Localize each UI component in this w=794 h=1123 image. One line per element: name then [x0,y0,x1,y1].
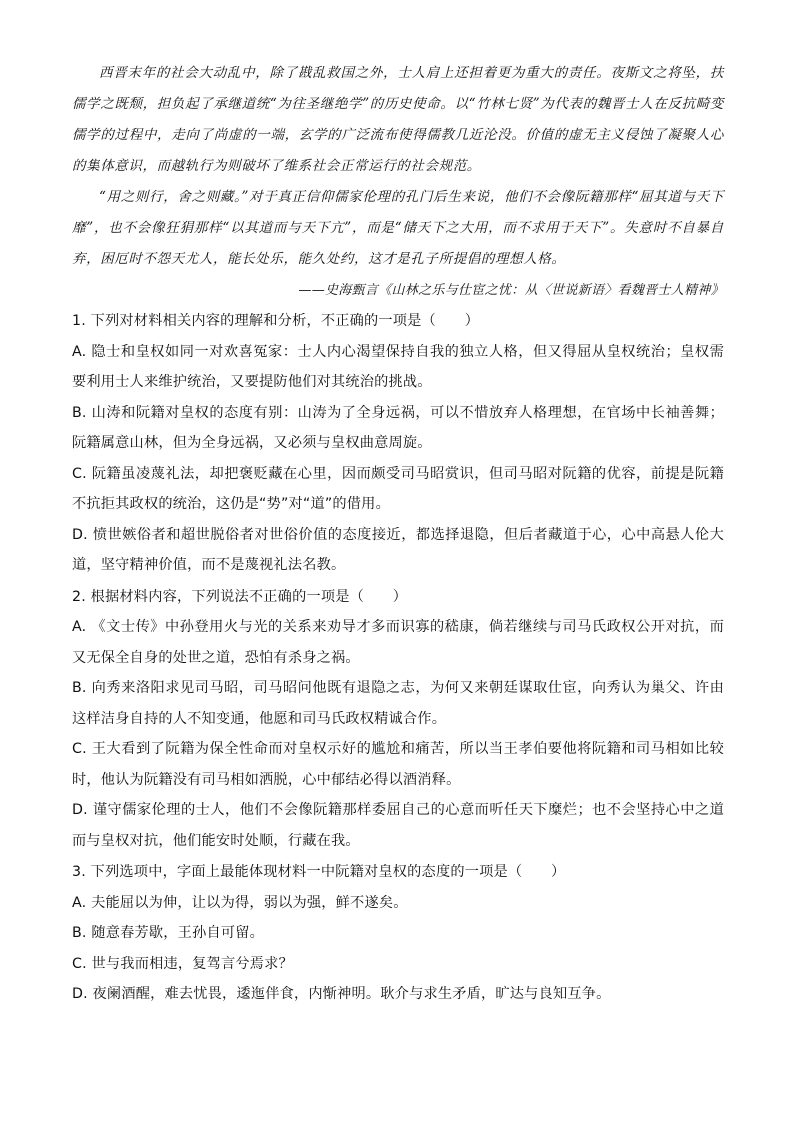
question-stem: 2. 根据材料内容，下列说法不正确的一项是（ ） [72,588,408,605]
option-b: B. 山涛和阮籍对皇权的态度有别：山涛为了全身远祸，可以不惜放弃人格理想，在官场中长袖善舞；阮籍属意山林，但为全身远祸，又必须与皇权曲意周旋。 [72,404,724,451]
option-a: A. 隐士和皇权如同一对欢喜冤家：士人内心渴望保持自我的独立人格，但又得屈从皇权统治；皇权需要利用士人来维护统治，又要提防他们对其统治的挑战。 [72,343,724,390]
question-1 [72,306,724,581]
option-c: C. 王大看到了阮籍为保全性命而对皇权示好的尴尬和痛苦，所以当王孝伯要他将阮籍和司马相如比较时，他认为阮籍没有司马相如洒脱，心中郁结必得以酒消释。 [72,741,724,788]
question-stem: 3. 下列选项中，字面上最能体现材料一中阮籍对皇权的态度的一项是（ ） [72,864,566,880]
question-2 [72,582,724,857]
passage-paragraph-1: 西晋末年的社会大动乱中，除了戡乱救国之外，士人肩上还担着更为重大的责任。夜斯文之将坠，扶儒学之既颓，担负起了承继道统“为往圣继绝学”的历史使命。以“竹林七贤”为代表的魏晋士人在反抗畸变儒学的过程中，走向了尚虚的一端，玄学的广泛流布使得儒教几近沦没。价值的虚无主义侵蚀了凝聚人心的集体意识，而越轨行为则破坏了维系社会正常运行的社会规范。 [72,65,724,174]
option-a: A. 《文士传》中孙登用火与光的关系来劝导才多而识寡的嵇康，倘若继续与司马氏政权公开对抗，而又无保全自身的处世之道，恐怕有杀身之祸。 [72,619,724,666]
option-d: D. 谨守儒家伦理的士人，他们不会像阮籍那样委屈自己的心意而听任天下糜烂；也不会坚持心中之道而与皇权对抗，他们能安时处顺，行藏在我。 [72,802,724,849]
option-a: A. 夫能屈以为伸，让以为得，弱以为强，鲜不遂矣。 [72,894,408,911]
option-d: D. 愤世嫉俗者和超世脱俗者对世俗价值的态度接近，都选择退隐，但后者藏道于心，心中高悬人伦大道，坚守精神价值，而不是蔑视礼法名教。 [72,526,724,573]
passage [72,58,724,275]
question-3 [72,857,724,1010]
option-d: D. 夜阑酒醒，难去忧畏，逶迤伴食，内惭神明。耿介与求生矛盾，旷达与良知互争。 [72,986,611,1002]
option-b: B. 向秀来洛阳求见司马昭，司马昭问他既有退隐之志，为何又来朝廷谋取仕宦，向秀认为巢父、许由这样洁身自持的人不知变通，他愿和司马氏政权精诚合作。 [72,680,724,727]
option-b: B. 随意春芳歇，王孙自可留。 [72,925,265,941]
passage-source: ——史海甄言《山林之乐与仕宦之忧：从〈世说新语〉看魏晋士人精神》 [298,283,724,298]
option-c: C. 世与我而相违，复驾言兮焉求？ [72,955,293,972]
option-c: C. 阮籍虽凌蔑礼法，却把褒贬藏在心里，因而颇受司马昭赏识，但司马昭对阮籍的优容，前提是阮籍不抗拒其政权的统治，这仍是“势”对“道”的借用。 [72,465,724,512]
question-stem: 1. 下列对材料相关内容的理解和分析，不正确的一项是（ ） [72,313,480,329]
passage-paragraph-2: “用之则行，舍之则藏。”对于真正信仰儒家伦理的孔门后生来说，他们不会像阮籍那样“屈其道与天下靡”，也不会像狂狷那样“以其道而与天下亢”，而是“储天下之大用，而不求用于天下”。失意时不自暴自弃，困厄时不怨天尤人，能长处乐，能久处约，这才是孔子所提倡的理想人格。 [72,189,724,267]
document-page [72,58,724,1010]
